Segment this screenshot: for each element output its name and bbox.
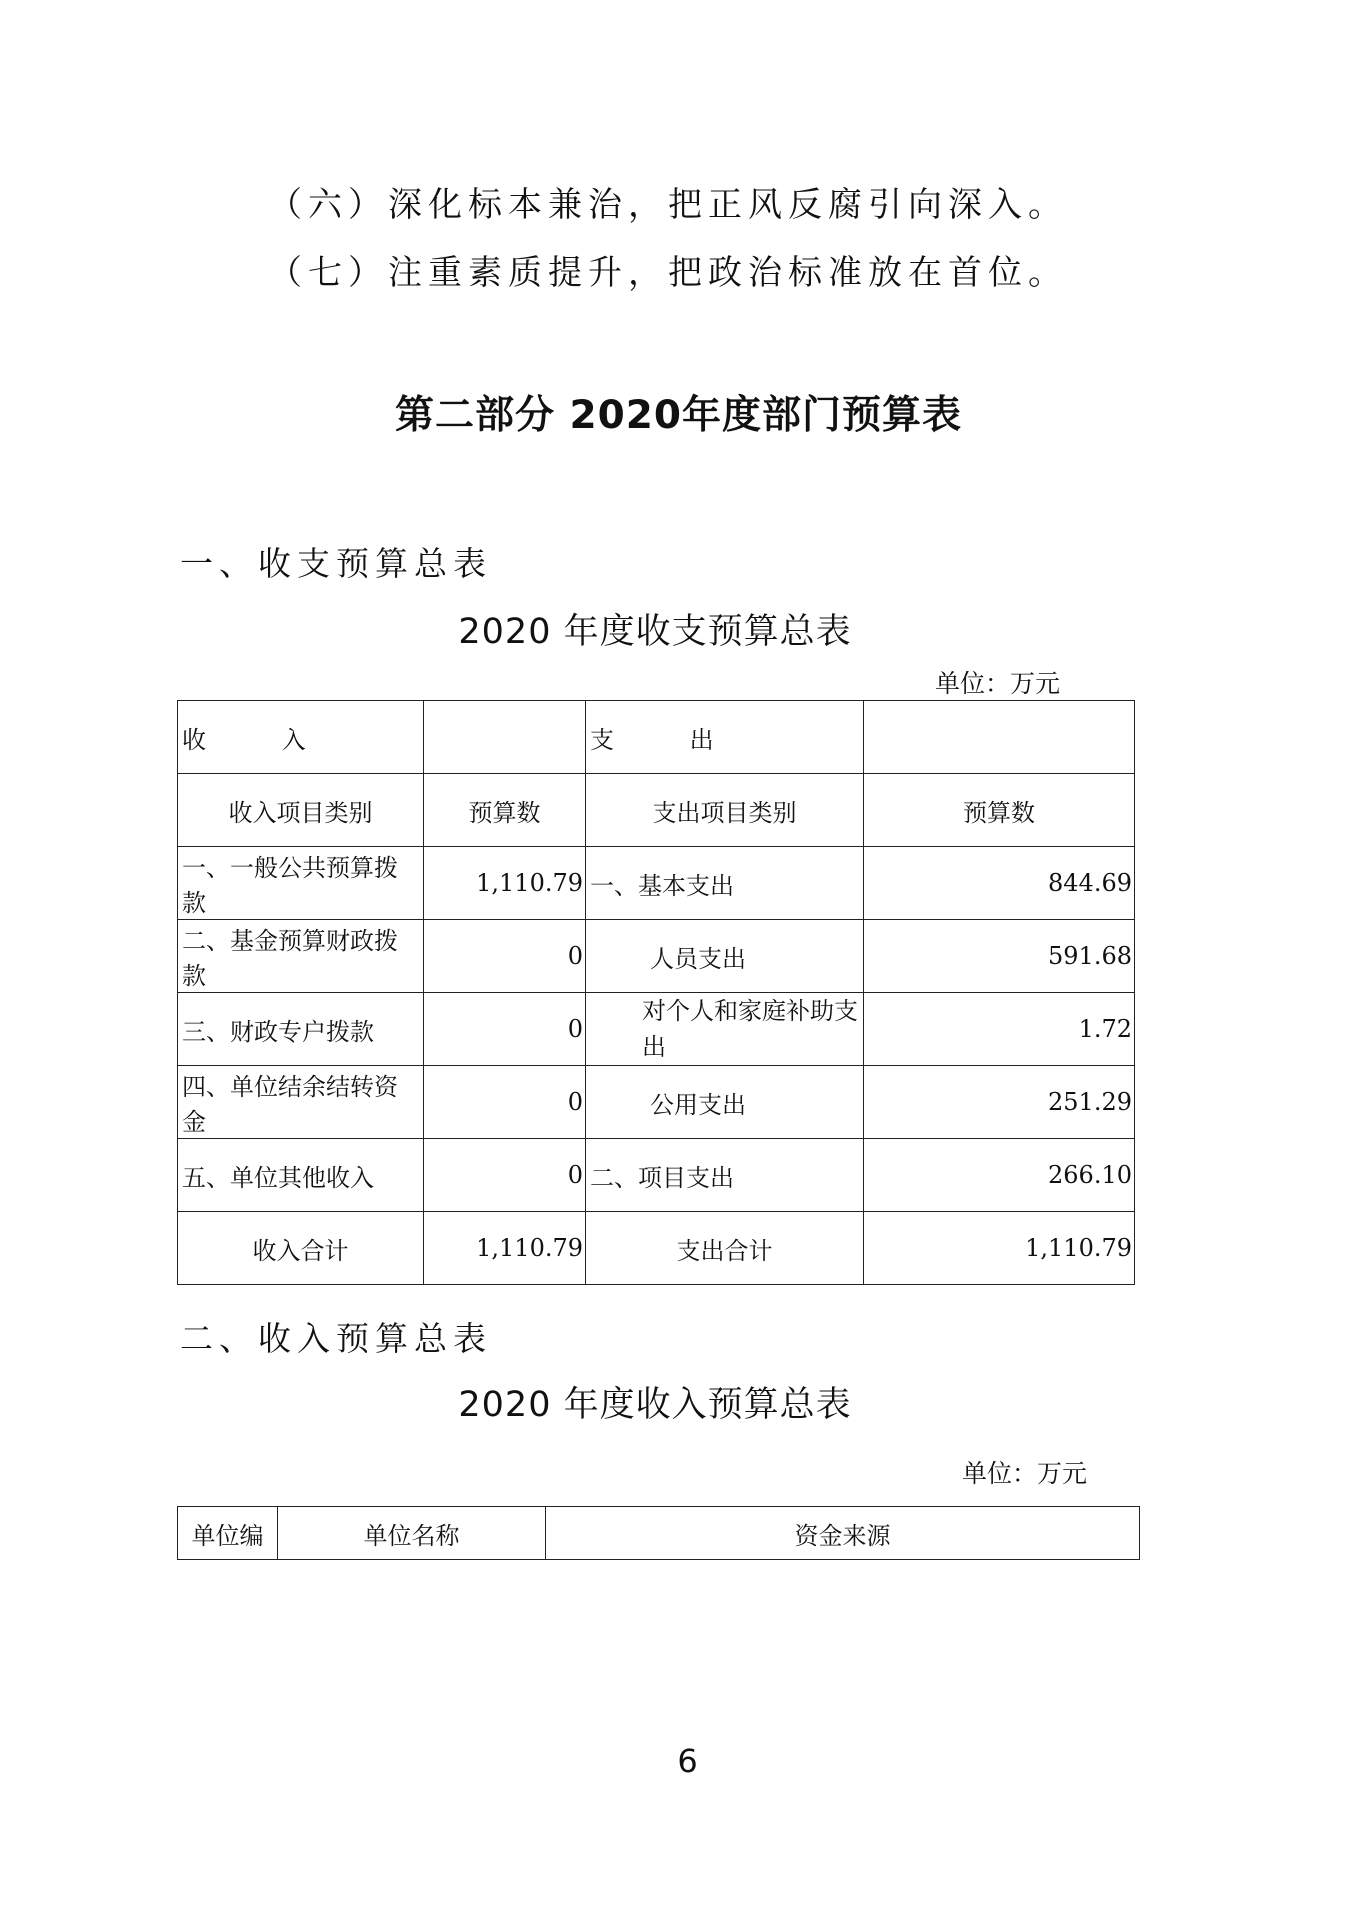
expense-amount: 591.68 xyxy=(864,920,1135,993)
income-amount: 0 xyxy=(424,1066,586,1139)
income-amount: 0 xyxy=(424,920,586,993)
income-item: 四、单位结余结转资金 xyxy=(178,1066,424,1139)
income-amount: 0 xyxy=(424,993,586,1066)
expense-item: 二、项目支出 xyxy=(586,1139,864,1212)
income-amount: 1,110.79 xyxy=(424,847,586,920)
section2-heading: 二、收入预算总表 xyxy=(180,1319,492,1358)
section1-unit: 单位：万元 xyxy=(935,669,1061,698)
section1-table-title: 2020 年度收支预算总表 xyxy=(458,612,852,652)
income-item: 二、基金预算财政拨款 xyxy=(178,920,424,993)
empty-header-cell xyxy=(424,701,586,774)
income-item: 一、一般公共预算拨款 xyxy=(178,847,424,920)
expense-item: 对个人和家庭补助支出 xyxy=(586,993,864,1066)
income-item: 五、单位其他收入 xyxy=(178,1139,424,1212)
expense-amount: 844.69 xyxy=(864,847,1135,920)
col-income-amount: 预算数 xyxy=(424,774,586,847)
income-item: 三、财政专户拨款 xyxy=(178,993,424,1066)
section1-heading: 一、收支预算总表 xyxy=(180,544,492,583)
expense-amount: 266.10 xyxy=(864,1139,1135,1212)
table-row xyxy=(178,993,1135,1066)
table-row xyxy=(178,920,1135,993)
total-expense-label: 支出合计 xyxy=(586,1212,864,1285)
income-summary-table xyxy=(177,1506,1140,1560)
part-title: 第二部分 2020年度部门预算表 xyxy=(394,393,963,438)
table-row xyxy=(178,847,1135,920)
col-expense-category: 支出项目类别 xyxy=(586,774,864,847)
col-fund-source: 资金来源 xyxy=(546,1507,1140,1560)
expense-item: 公用支出 xyxy=(586,1066,864,1139)
expense-item: 人员支出 xyxy=(586,920,864,993)
total-expense: 1,110.79 xyxy=(864,1212,1135,1285)
total-row xyxy=(178,1212,1135,1285)
page-number: 6 xyxy=(677,1742,698,1780)
expense-item: 一、基本支出 xyxy=(586,847,864,920)
column-header-row xyxy=(178,774,1135,847)
col-unit-name: 单位名称 xyxy=(278,1507,546,1560)
paragraph-7: （七）注重素质提升，把政治标准放在首位。 xyxy=(268,253,1068,293)
income-header: 收 入 xyxy=(178,701,424,774)
expense-header: 支 出 xyxy=(586,701,864,774)
empty-header-cell xyxy=(864,701,1135,774)
section2-unit: 单位：万元 xyxy=(962,1459,1088,1488)
expense-amount: 1.72 xyxy=(864,993,1135,1066)
col-expense-amount: 预算数 xyxy=(864,774,1135,847)
total-income-label: 收入合计 xyxy=(178,1212,424,1285)
expense-amount: 251.29 xyxy=(864,1066,1135,1139)
table-header-row xyxy=(178,701,1135,774)
paragraph-6: （六）深化标本兼治，把正风反腐引向深入。 xyxy=(268,185,1068,225)
income-expense-summary-table xyxy=(177,700,1135,1285)
col-unit-code: 单位编 xyxy=(178,1507,278,1560)
income-amount: 0 xyxy=(424,1139,586,1212)
table-row xyxy=(178,1066,1135,1139)
total-income: 1,110.79 xyxy=(424,1212,586,1285)
col-income-category: 收入项目类别 xyxy=(178,774,424,847)
column-header-row xyxy=(178,1507,1140,1560)
table-row xyxy=(178,1139,1135,1212)
section2-table-title: 2020 年度收入预算总表 xyxy=(458,1385,852,1425)
